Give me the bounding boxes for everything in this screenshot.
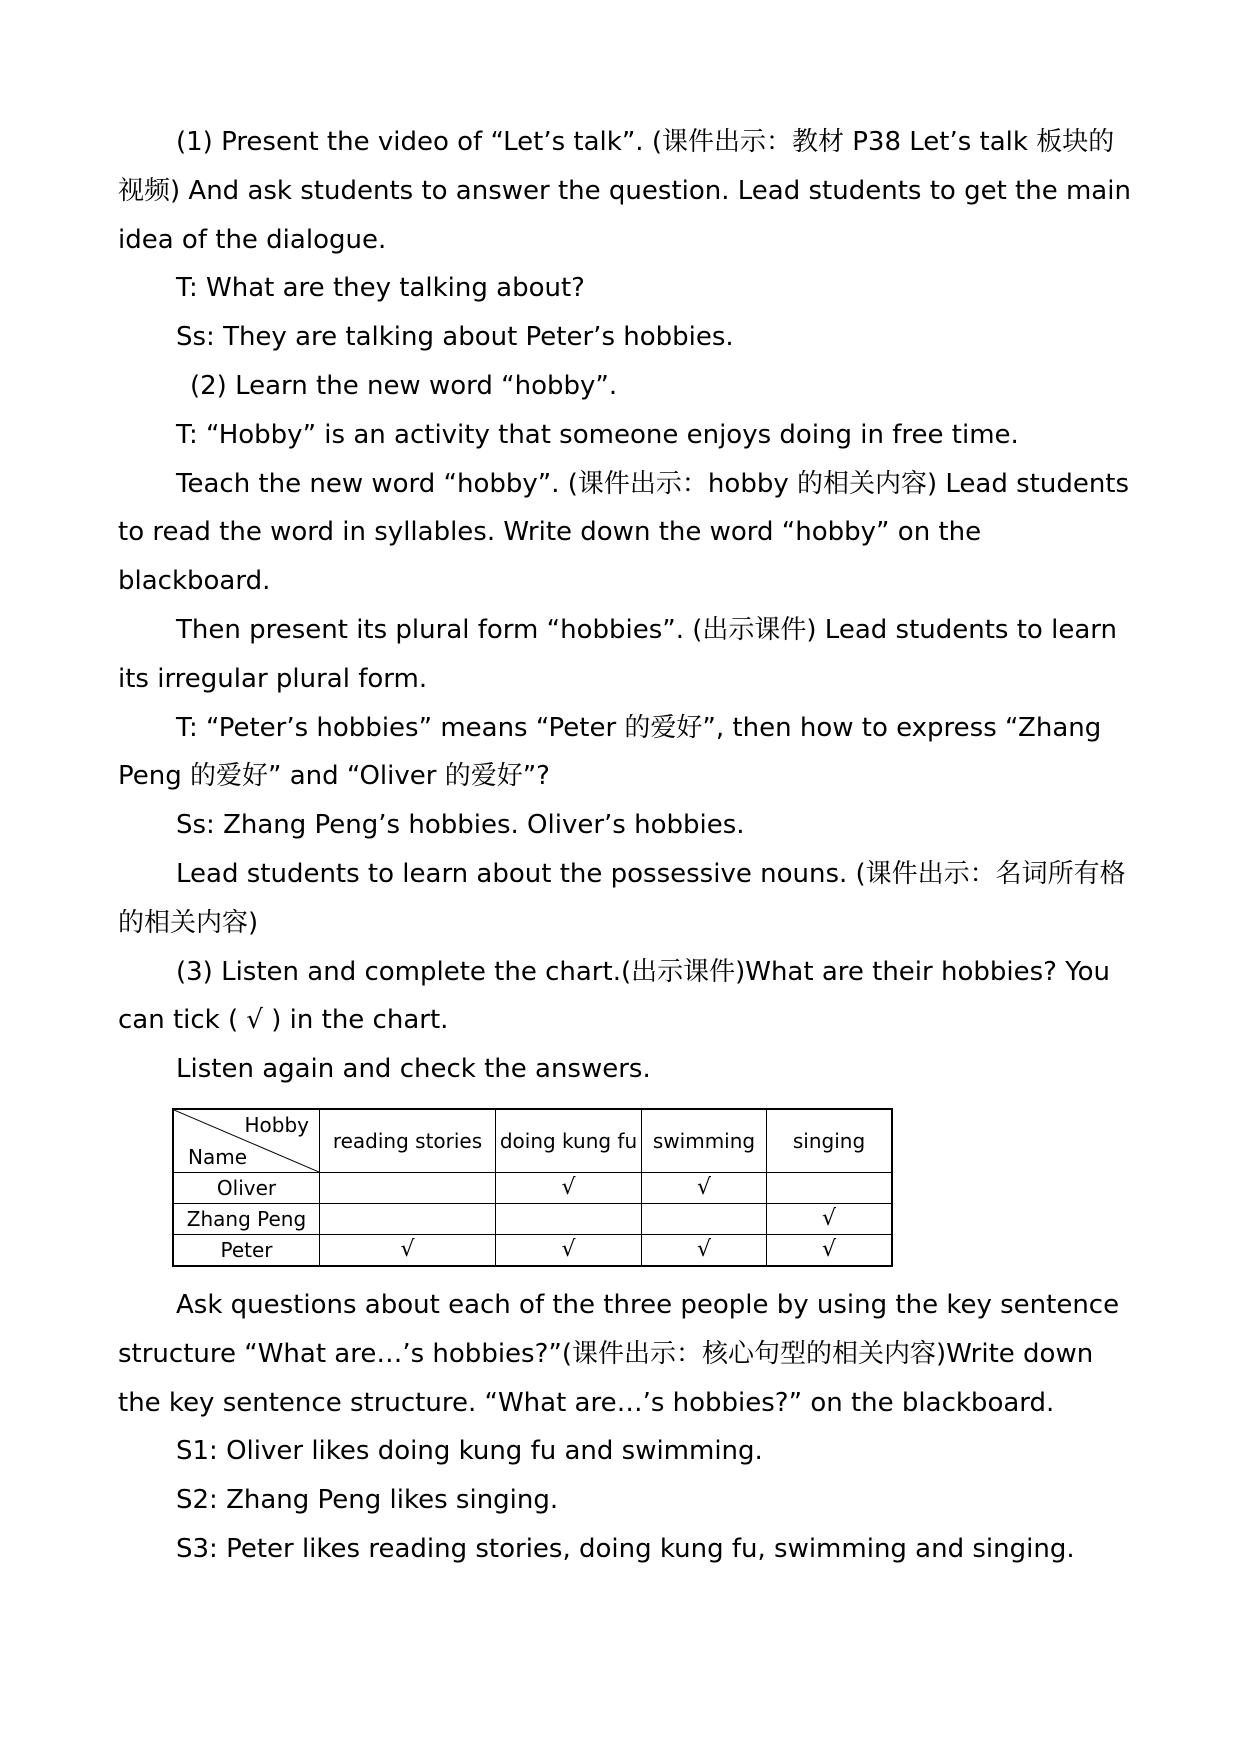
dialogue-s1: S1: Oliver likes doing kung fu and swimming. (176, 1436, 763, 1467)
table-row (173, 1172, 892, 1203)
row-name: Zhang Peng (173, 1203, 320, 1234)
hobby-table-wrapper (172, 1108, 1138, 1267)
dialogue-teacher-question: T: What are they talking about? (176, 273, 585, 304)
row-name: Peter (173, 1234, 320, 1266)
table-cell (642, 1203, 767, 1234)
table-cell: √ (496, 1234, 642, 1266)
paragraph-teach-hobby: Teach the new word “hobby”. (课件出示：hobby 的相关内容) Lead students to read the word in syllables. Write down the word “hobby” on the blackboard. (118, 468, 1130, 597)
dialogue-students-possessive: Ss: Zhang Peng’s hobbies. Oliver’s hobbies. (176, 810, 745, 841)
paragraph-listen-complete: (3) Listen and complete the chart.(出示课件)What are their hobbies? You can tick ( √ ) in the chart. (118, 956, 1111, 1036)
dialogue-s2: S2: Zhang Peng likes singing. (176, 1485, 559, 1516)
table-cell (767, 1172, 893, 1203)
paragraph-possessive-nouns: Lead students to learn about the possessive nouns. (课件出示：名词所有格的相关内容) (118, 858, 1126, 938)
corner-label-name: Name (188, 1144, 248, 1169)
table-cell: √ (767, 1234, 893, 1266)
table-corner-cell (173, 1109, 320, 1173)
row-name: Oliver (173, 1172, 320, 1203)
column-header: singing (767, 1109, 893, 1173)
column-header: swimming (642, 1109, 767, 1173)
table-row (173, 1203, 892, 1234)
table-row (173, 1234, 892, 1266)
table-cell: √ (320, 1234, 496, 1266)
dialogue-teacher-hobby-definition: T: “Hobby” is an activity that someone enjoys doing in free time. (176, 419, 1019, 450)
table-cell: √ (642, 1172, 767, 1203)
document-page (118, 118, 1138, 1574)
paragraph-plural-form: Then present its plural form “hobbies”. (出示课件) Lead students to learn its irregular plural form. (118, 614, 1117, 694)
paragraph-listen-again: Listen again and check the answers. (176, 1054, 651, 1085)
corner-label-hobby: Hobby (244, 1112, 309, 1137)
table-header-row (173, 1109, 892, 1173)
table-cell: √ (767, 1203, 893, 1234)
column-header: doing kung fu (496, 1109, 642, 1173)
column-header: reading stories (320, 1109, 496, 1173)
dialogue-students-answer: Ss: They are talking about Peter’s hobbies. (176, 322, 734, 353)
table-cell: √ (496, 1172, 642, 1203)
table-cell (320, 1203, 496, 1234)
table-cell: √ (642, 1234, 767, 1266)
table-cell (496, 1203, 642, 1234)
hobby-table (172, 1108, 893, 1267)
dialogue-teacher-possessive: T: “Peter’s hobbies” means “Peter 的爱好”, then how to express “Zhang Peng 的爱好” and “Oliver 的爱好”? (118, 712, 1102, 792)
dialogue-s3: S3: Peter likes reading stories, doing kung fu, swimming and singing. (176, 1533, 1075, 1564)
paragraph-ask-questions: Ask questions about each of the three people by using the key sentence structure “What are…’s hobbies?”(课件出示：核心句型的相关内容)Write down the key sentence structure. “What are…’s hobbies?” on the blackboard. (118, 1289, 1120, 1418)
table-cell (320, 1172, 496, 1203)
paragraph-learn-hobby: (2) Learn the new word “hobby”. (190, 370, 618, 401)
paragraph-present-video: (1) Present the video of “Let’s talk”. (课件出示：教材 P38 Let’s talk 板块的视频) And ask students to answer the question. Lead students to get the main idea of the dialogue. (118, 127, 1131, 255)
